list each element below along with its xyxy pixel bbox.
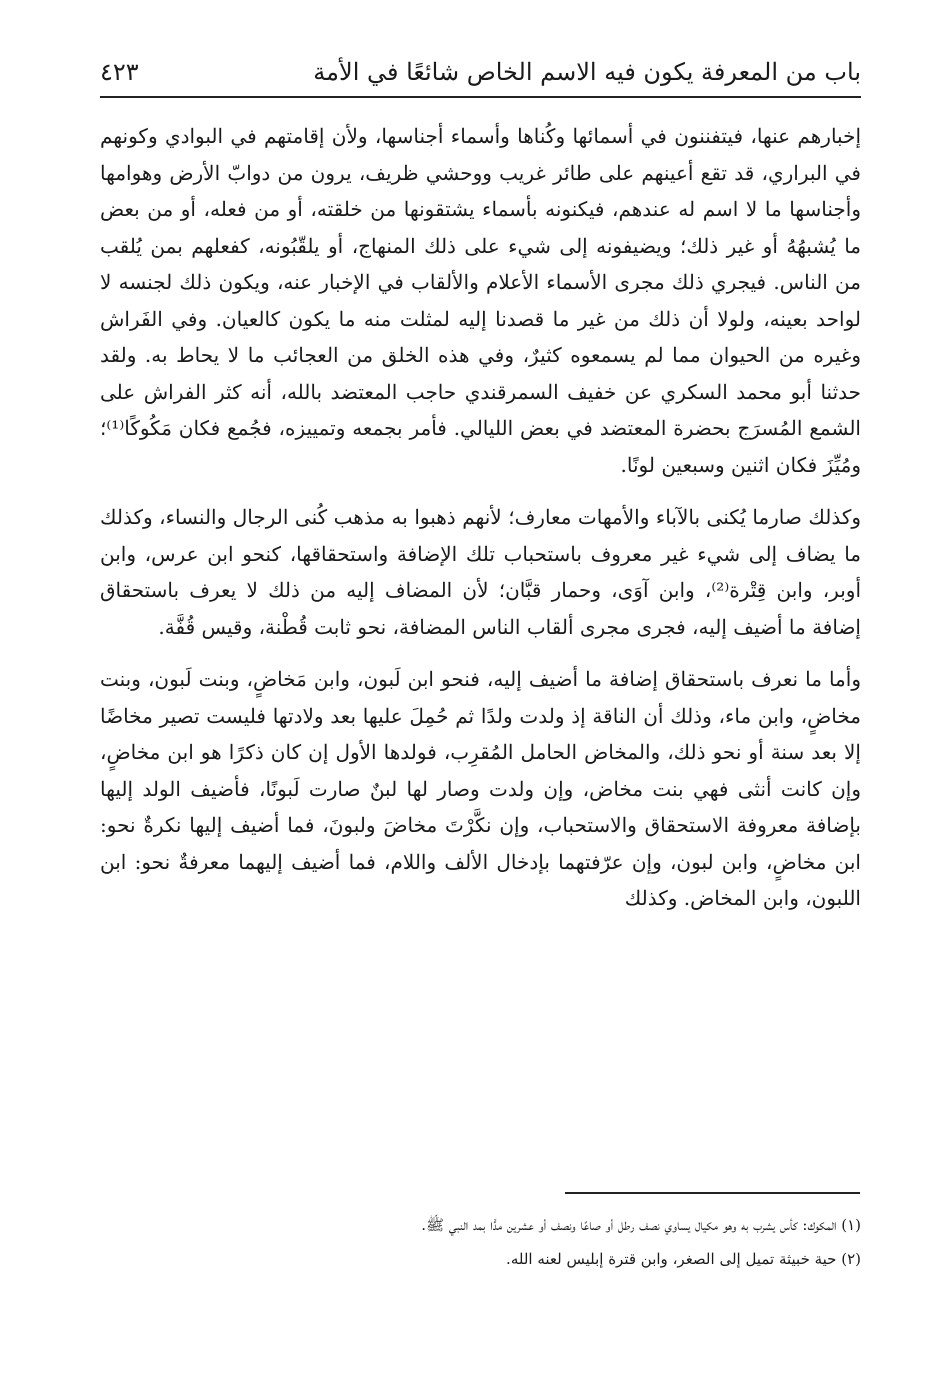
- footnote-2: (٢) حية خبيثة تميل إلى الصغر، وابن قترة إبليس لعنه الله.: [506, 1250, 861, 1268]
- paragraph-2: وكذلك صارما يُكنى بالآباء والأمهات معارف؛ لأنهم ذهبوا به مذهب كُنى الرجال والنساء، وكذلك ما يضاف إلى شيء غير معروف باستحباب تلك الإضافة واستحقاقها، كنحو ابن عرس، وابن أوبر، وابن قِتْرة⁽²⁾، وابن آوَى، وحمار قبَّان؛ لأن المضاف إليه من ذلك لا يعرف باستحقاق إضافة ما أضيف إليه، فجرى مجرى ألقاب الناس المضافة، نحو ثابت قُطْنة، وقيس قُفَّة.: [100, 505, 862, 639]
- page-header: [100, 52, 861, 92]
- main-text: [100, 118, 861, 917]
- paragraph-1: إخبارهم عنها، فيتفننون في أسمائها وكُناها وأسماء أجناسها، ولأن إقامتهم في البوادي وكونهم في البراري، قد تقع أعينهم على طائر غريب ووحشي ظريف، يرون من دوابّ الأرض وهوامها وأجناسها ما لا اسم له عندهم، فيكنونه بأسماء يشتقونها من خلقته، أو من فعله، أو من بعض ما يُشبهُهُ أو غير ذلك؛ ويضيفونه إلى شيء على ذلك المنهاج، أو يلقّبُونه، كفعلهم بمن يُلقب من الناس. فيجري ذلك مجرى الأسماء الأعلام والألقاب في الإخبار عنه، ويكون ذلك لجنسه لا لواحد بعينه، ولولا أن ذلك من غير ما قصدنا إليه لمثلت منه ما يكون كالعيان. وفي الفَراش وغيره من الحيوان مما لم يسمعوه كثيرٌ، وفي هذه الخلق من العجائب ما لا يحاط به. ولقد حدثنا أبو محمد السكري عن خفيف السمرقندي حاجب المعتضد بالله، أنه كثر الفراش على الشمع المُسرَج بحضرة المعتضد في بعض الليالي. فأمر بجمعه وتمييزه، فجُمع فكان مَكُوكًا⁽¹⁾؛ ومُيِّزَ فكان اثنين وسبعين لونًا.: [100, 124, 862, 477]
- footnote-1: (١) المكوك: كأس يشرب به وهو مكيال يساوي نصف رطل أو صاعًا ونصف أو عشرين مدًّا بمد النبي ﷺ.: [421, 1216, 861, 1234]
- footnote-separator: [565, 1192, 860, 1194]
- paragraph-3: وأما ما نعرف باستحقاق إضافة ما أضيف إليه، فنحو ابن لَبون، وابن مَخاضٍ، وبنت لَبون، وبنت مخاضٍ، وابن ماء، وذلك أن الناقة إذ ولدت ولدًا ثم حُمِلَ عليها بعد ولادتها فليست تصير مخاضًا إلا بعد سنة أو نحو ذلك، والمخاض الحامل المُقرِب، فولدها الأول إن كان ذكرًا هو ابن مخاضٍ، وإن كانت أنثى فهي بنت مخاض، وإن ولدت وصار لها لبنٌ صارت لَبونًا، فأضيف الولد إليها بإضافة معروفة الاستحقاق والاستحباب، وإن نكَّرْتَ مخاضَ ولبونَ، فما أضيف إليها نكرةٌ نحو: ابن مخاضٍ، وابن لبون، وإن عرّفتهما بإدخال الألف واللام، فما أضيف إليهما معرفةٌ نحو: ابن اللبون، وابن المخاض. وكذلك: [100, 667, 861, 910]
- header-rule: [100, 96, 861, 98]
- footnotes: [100, 1212, 861, 1272]
- running-title: باب من المعرفة يكون فيه الاسم الخاص شائعًا في الأمة: [313, 58, 861, 86]
- page-number: ٤٢٣: [100, 58, 139, 86]
